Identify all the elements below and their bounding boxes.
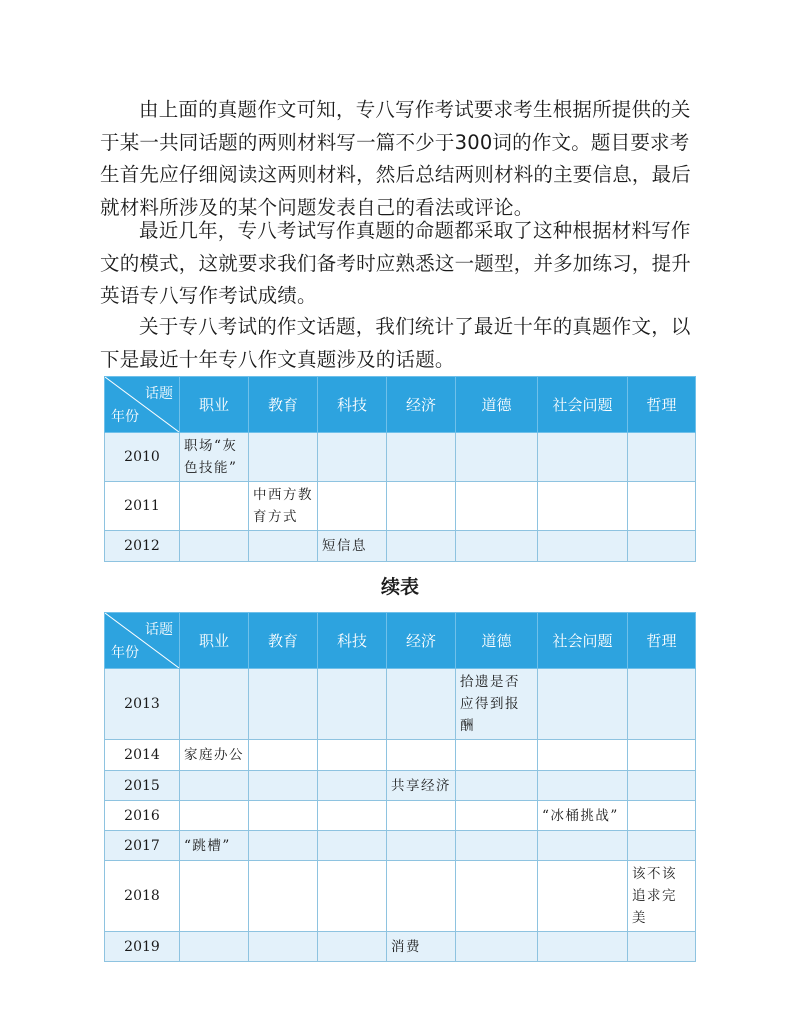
topic-cell [628, 831, 696, 861]
topic-table-part2 [104, 612, 696, 962]
topic-cell [180, 861, 249, 932]
topic-cell [456, 433, 538, 482]
topic-cell: 拾遗是否应得到报酬 [456, 669, 538, 740]
corner-year-label: 年份 [111, 409, 139, 425]
topic-cell [318, 831, 387, 861]
topic-cell [538, 482, 628, 531]
table-row [105, 482, 696, 531]
corner-topic-label: 话题 [145, 622, 173, 638]
table-row [105, 831, 696, 861]
topic-cell: 中西方教育方式 [249, 482, 318, 531]
topic-cell [387, 801, 456, 831]
topic-cell [180, 771, 249, 801]
topic-cell [628, 531, 696, 562]
year-cell: 2014 [105, 740, 180, 771]
topic-cell: 该不该追求完美 [628, 861, 696, 932]
topic-cell [249, 740, 318, 771]
topic-cell [456, 771, 538, 801]
topic-table-part1 [104, 376, 696, 562]
column-header: 道德 [456, 377, 538, 433]
topic-cell: 共享经济 [387, 771, 456, 801]
corner-header [105, 377, 180, 433]
year-cell: 2013 [105, 669, 180, 740]
topic-cell [456, 482, 538, 531]
topic-cell [456, 740, 538, 771]
table-row [105, 771, 696, 801]
column-header: 职业 [180, 613, 249, 669]
topic-cell [249, 801, 318, 831]
year-cell: 2017 [105, 831, 180, 861]
topic-cell [538, 861, 628, 932]
topic-cell [180, 482, 249, 531]
column-header: 哲理 [628, 377, 696, 433]
topic-cell [249, 531, 318, 562]
topic-cell [249, 861, 318, 932]
topic-cell [628, 932, 696, 962]
table-row [105, 932, 696, 962]
year-cell: 2015 [105, 771, 180, 801]
topic-cell [538, 433, 628, 482]
topic-cell [318, 433, 387, 482]
continued-table-title: 续表 [380, 576, 419, 598]
table-row [105, 531, 696, 562]
topic-cell [456, 801, 538, 831]
column-header: 经济 [387, 613, 456, 669]
topic-cell [628, 740, 696, 771]
topic-cell [628, 433, 696, 482]
topic-cell [318, 861, 387, 932]
topic-cell [387, 831, 456, 861]
topic-cell [538, 771, 628, 801]
column-header: 教育 [249, 613, 318, 669]
column-header: 经济 [387, 377, 456, 433]
column-header: 科技 [318, 613, 387, 669]
topic-cell [538, 669, 628, 740]
topic-cell [387, 669, 456, 740]
year-cell: 2018 [105, 861, 180, 932]
topic-cell [318, 669, 387, 740]
year-cell: 2019 [105, 932, 180, 962]
topic-cell [538, 932, 628, 962]
topic-cell [249, 771, 318, 801]
topic-cell [387, 433, 456, 482]
topic-cell [538, 831, 628, 861]
topic-cell: 短信息 [318, 531, 387, 562]
topic-cell [249, 433, 318, 482]
topic-cell [538, 531, 628, 562]
topic-cell [456, 531, 538, 562]
year-cell: 2016 [105, 801, 180, 831]
topic-cell [387, 531, 456, 562]
topic-cell [628, 801, 696, 831]
topic-cell: “跳槽” [180, 831, 249, 861]
topic-cell [456, 831, 538, 861]
topic-cell [318, 482, 387, 531]
topic-cell [318, 932, 387, 962]
topic-cell [249, 831, 318, 861]
table-row [105, 669, 696, 740]
corner-year-label: 年份 [111, 645, 139, 661]
topic-cell [318, 771, 387, 801]
topic-cell: 消费 [387, 932, 456, 962]
topic-cell [628, 771, 696, 801]
column-header: 道德 [456, 613, 538, 669]
table-header-row [105, 613, 696, 669]
topic-cell [387, 861, 456, 932]
topic-cell [180, 669, 249, 740]
column-header: 教育 [249, 377, 318, 433]
paragraph-1: 由上面的真题作文可知，专八写作考试要求考生根据所提供的关于某一共同话题的两则材料写一篇不少于300词的作文。题目要求考生首先应仔细阅读这两则材料，然后总结两则材料的主要信息，最后就材料所涉及的某个问题发表自己的看法或评论。 [100, 98, 692, 219]
column-header: 科技 [318, 377, 387, 433]
topic-cell [180, 531, 249, 562]
column-header: 职业 [180, 377, 249, 433]
table-header-row [105, 377, 696, 433]
topic-cell [249, 669, 318, 740]
topic-cell [318, 740, 387, 771]
column-header: 哲理 [628, 613, 696, 669]
table-row [105, 740, 696, 771]
corner-header [105, 613, 180, 669]
topic-cell [180, 932, 249, 962]
year-cell: 2010 [105, 433, 180, 482]
topic-cell [628, 669, 696, 740]
table-row [105, 433, 696, 482]
topic-cell [387, 740, 456, 771]
topic-cell [318, 801, 387, 831]
paragraph-2: 最近几年，专八考试写作真题的命题都采取了这种根据材料写作文的模式，这就要求我们备考时应熟悉这一题型，并多加练习，提升英语专八写作考试成绩。 [100, 219, 692, 307]
topic-cell [387, 482, 456, 531]
year-cell: 2011 [105, 482, 180, 531]
table-row [105, 801, 696, 831]
corner-topic-label: 话题 [145, 386, 173, 402]
column-header: 社会问题 [538, 377, 628, 433]
topic-cell [538, 740, 628, 771]
column-header: 社会问题 [538, 613, 628, 669]
topic-cell: 家庭办公 [180, 740, 249, 771]
topic-cell [180, 801, 249, 831]
topic-cell [456, 861, 538, 932]
topic-cell [249, 932, 318, 962]
topic-cell: 职场“灰色技能” [180, 433, 249, 482]
topic-cell [456, 932, 538, 962]
topic-cell: “冰桶挑战” [538, 801, 628, 831]
year-cell: 2012 [105, 531, 180, 562]
table-row [105, 861, 696, 932]
topic-cell [628, 482, 696, 531]
paragraph-3: 关于专八考试的作文话题，我们统计了最近十年的真题作文，以下是最近十年专八作文真题涉及的话题。 [100, 315, 691, 371]
